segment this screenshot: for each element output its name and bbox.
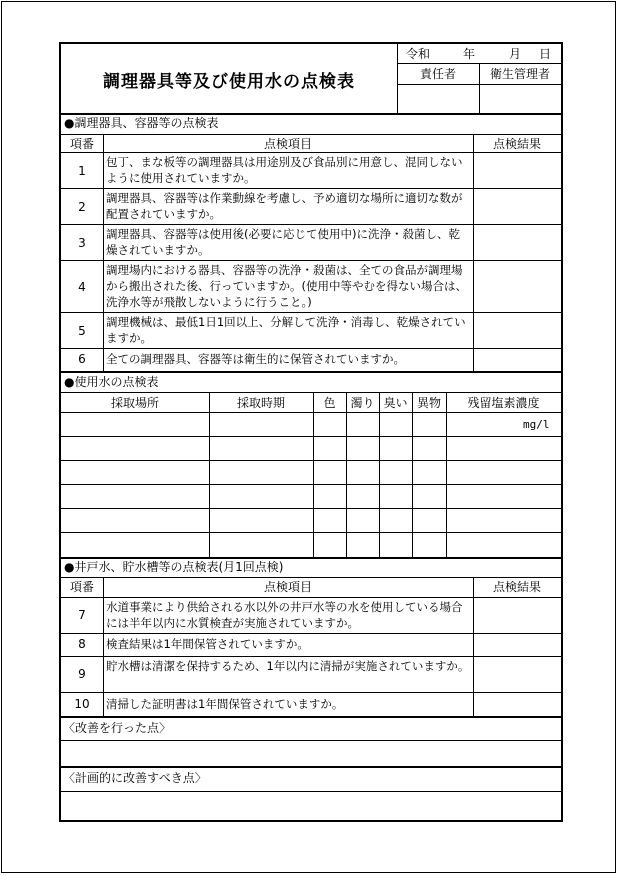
section3-row10-result[interactable]	[474, 693, 561, 716]
water-odor-header: 臭い	[383, 396, 408, 410]
section3-row9-result[interactable]	[474, 657, 561, 692]
date-day: 日	[539, 47, 552, 61]
improved-points-field[interactable]	[61, 741, 561, 765]
section1-row3-result[interactable]	[474, 225, 561, 260]
water-place-header: 採取場所	[110, 396, 159, 410]
section1-no-header: 項番	[69, 137, 94, 151]
inspection-sheet	[59, 42, 563, 822]
water-row[interactable]	[61, 437, 561, 460]
section1-row2-result[interactable]	[474, 189, 561, 224]
section3-row10-item: 清掃した証明書は1年間保管されていますか。	[106, 697, 344, 711]
section3-row7-result[interactable]	[474, 598, 561, 633]
section1-row3-no: 3	[78, 236, 86, 250]
section1-row4-result[interactable]	[474, 261, 561, 312]
date-era: 令和	[406, 47, 431, 61]
section1-row1-result[interactable]	[474, 153, 561, 188]
water-row[interactable]	[61, 509, 561, 532]
section3-item-header: 点検項目	[263, 580, 312, 594]
water-foreign-header: 異物	[416, 396, 441, 410]
section3-no-header: 項番	[69, 580, 94, 594]
date-month: 月	[509, 47, 522, 61]
section1-row5-no: 5	[78, 324, 86, 338]
responsible-stamp-box[interactable]	[398, 85, 478, 113]
section3-heading: ●井戸水、貯水槽等の点検表(月1回点検)	[64, 560, 284, 574]
page-title: 調理器具等及び使用水の点検表	[103, 72, 355, 92]
section3-row7-item: 水道事業により供給される水以外の井戸水等の水を使用している場合には半年以内に水質検査が実施されていますか。	[106, 600, 463, 630]
chlorine-unit: mg/l	[523, 418, 550, 431]
section1-row5-result[interactable]	[474, 313, 561, 348]
section1-row6-no: 6	[78, 352, 86, 366]
water-row[interactable]	[61, 485, 561, 508]
section3-row9-no: 9	[78, 667, 86, 681]
section1-result-header: 点検結果	[492, 137, 541, 151]
section3-row10-no: 10	[74, 697, 90, 711]
water-turbidity-header: 濁り	[350, 396, 375, 410]
section1-row2-no: 2	[78, 200, 86, 214]
section2-heading: ●使用水の点検表	[64, 375, 159, 389]
section1-row1-no: 1	[78, 164, 86, 178]
section1-row6-item: 全ての調理器具、容器等は衛生的に保管されていますか。	[106, 352, 405, 366]
section1-row4-no: 4	[78, 280, 86, 294]
water-color-header: 色	[323, 396, 336, 410]
section3-row8-item: 検査結果は1年間保管されていますか。	[106, 637, 309, 651]
section1-row2-item: 調理器具、容器等は作業動線を考慮し、予め適切な場所に適切な数が配置されていますか。	[106, 191, 463, 221]
section3-row9-item: 貯水槽は清潔を保持するため、1年以内に清掃が実施されていますか。	[106, 659, 470, 673]
section1-item-header: 点検項目	[263, 137, 312, 151]
water-row[interactable]	[61, 413, 561, 436]
section1-row4-item: 調理場内における器具、容器等の洗浄・殺菌は、全ての食品が調理場から搬出された後、行っていますか。(使用中等やむを得ない場合は、洗浄水等が飛散しないように行うこと。)	[106, 263, 467, 309]
sanitation-manager-stamp-box[interactable]	[480, 85, 561, 113]
section1-row3-item: 調理器具、容器等は使用後(必要に応じて使用中)に洗浄・殺菌し、乾燥されていますか。	[106, 227, 460, 257]
section1-row5-item: 調理機械は、最低1日1回以上、分解して洗浄・消毒し、乾燥されていますか。	[106, 315, 466, 345]
planned-improvements-field[interactable]	[61, 792, 561, 820]
water-chlorine-header: 残留塩素濃度	[467, 396, 540, 410]
sanitation-manager-label: 衛生管理者	[489, 67, 550, 81]
improved-points-label: 〈改善を行った点〉	[63, 721, 172, 735]
section3-row8-result[interactable]	[474, 634, 561, 656]
section3-result-header: 点検結果	[492, 580, 541, 594]
section1-row6-result[interactable]	[474, 349, 561, 371]
responsible-label: 責任者	[419, 67, 456, 81]
section3-row7-no: 7	[78, 608, 86, 622]
date-year: 年	[463, 47, 476, 61]
section3-row8-no: 8	[78, 637, 86, 651]
section1-row1-item: 包丁、まな板等の調理器具は用途別及び食品別に用意し、混同しないように使用されていますか。	[106, 155, 463, 185]
water-time-header: 採取時期	[236, 396, 285, 410]
water-row[interactable]	[61, 461, 561, 484]
planned-improvements-label: 〈計画的に改善すべき点〉	[63, 771, 207, 785]
water-row[interactable]	[61, 533, 561, 557]
section1-heading: ●調理器具、容器等の点検表	[64, 116, 219, 130]
